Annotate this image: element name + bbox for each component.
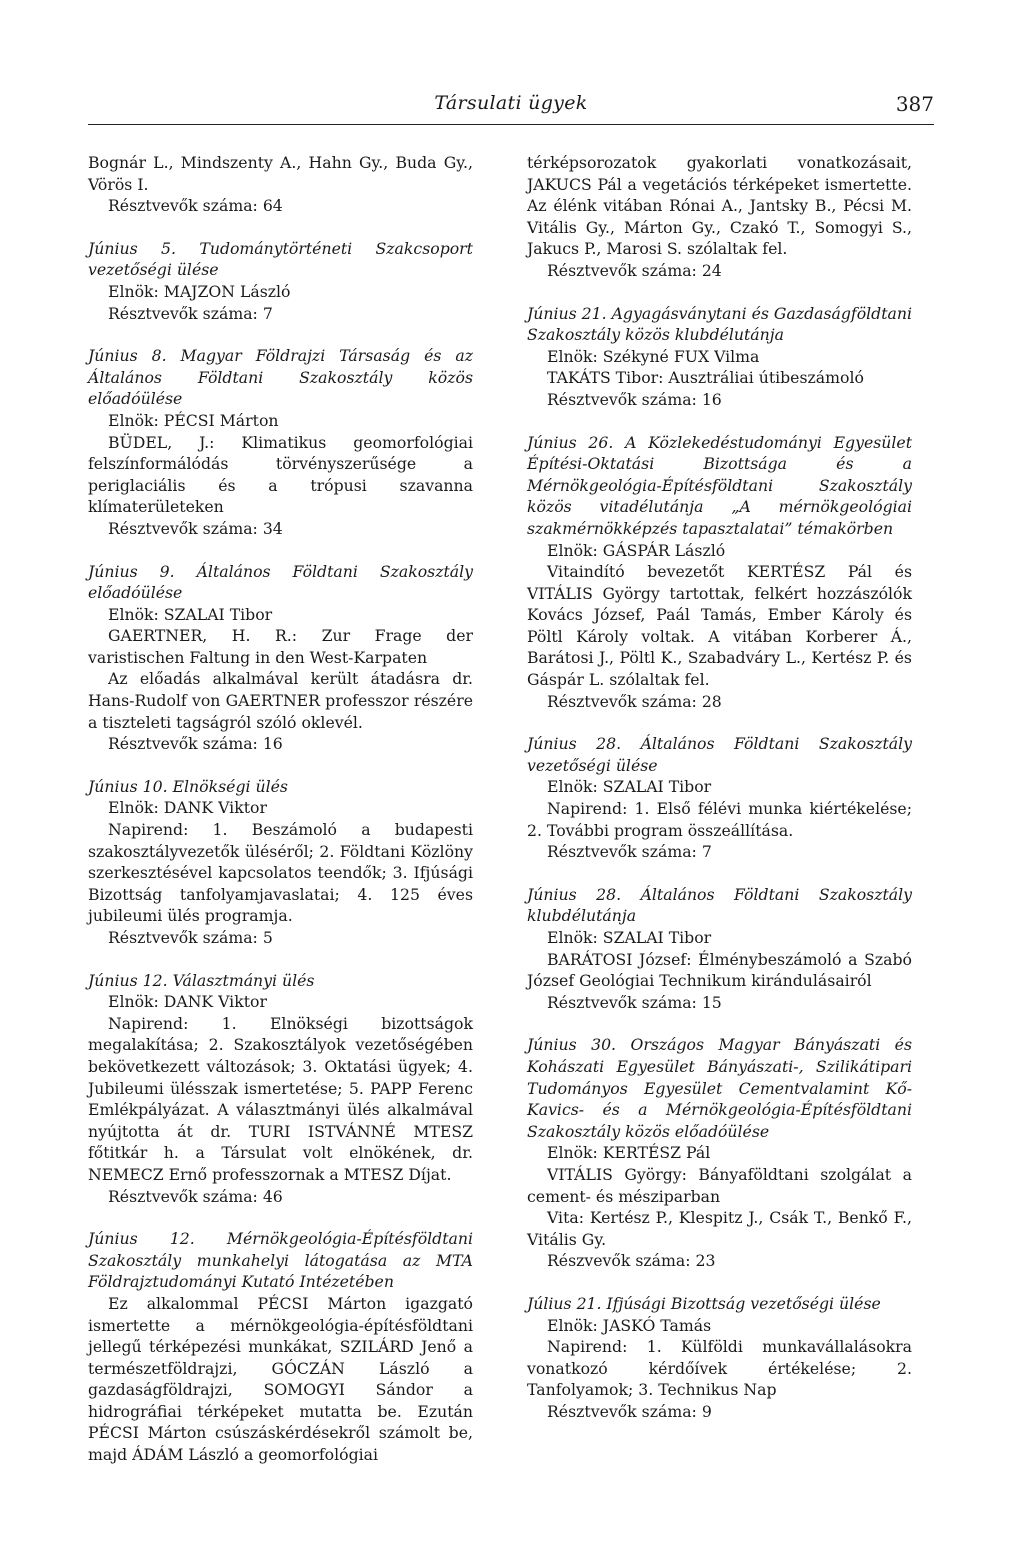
entry-line: Résztvevők száma: 16	[547, 389, 722, 409]
entry-line: Résztvevők száma: 7	[108, 303, 273, 323]
meeting-entry	[88, 345, 473, 539]
entry-line: Részvevők száma: 23	[547, 1251, 716, 1271]
entry-line: TAKÁTS Tibor: Ausztráliai útibeszámoló	[547, 368, 864, 388]
entry-line: Résztvevők száma: 9	[547, 1401, 712, 1421]
page-number: 387	[895, 92, 934, 116]
entry-line: Elnök: PÉCSI Márton	[108, 410, 279, 430]
entry-heading: Június 9. Általános Földtani Szakosztály előadóülése	[88, 561, 473, 603]
entry-line: Elnök: SZALAI Tibor	[108, 604, 273, 624]
entry-line: Elnök: KERTÉSZ Pál	[547, 1143, 711, 1163]
entry-line: Résztvevők száma: 5	[108, 928, 273, 947]
right-column	[527, 152, 912, 1443]
entry-heading: Június 26. A Közlekedéstudományi Egyesület Építési-Oktatási Bizottsága és a Mérnökgeológia-Építésföldtani Szakosztály közös vitadélutánja „A mérnökgeológiai szakmérnökképzés tapasztalatai” témakörben	[527, 432, 912, 538]
meeting-entry	[527, 152, 912, 282]
entry-heading: Június 28. Általános Földtani Szakosztály vezetőségi ülése	[527, 734, 912, 775]
meeting-entry	[527, 1293, 912, 1423]
entry-continuation: térképsorozatok gyakorlati vonatkozásait, JAKUCS Pál a vegetációs térképeket ismertette. Az élénk vitában Rónai A., Jantsky B., Pécsi M. Vitális Gy., Márton Gy., Czakó T., Somogyi S., Jakucs P., Marosi S. szólaltak fel.	[527, 153, 912, 259]
entry-line: Napirend: 1. Első félévi munka kiértékelése; 2. További program összeállítása.	[527, 799, 912, 840]
entry-line: Résztvevők száma: 24	[547, 260, 722, 280]
entry-line: Az előadás alkalmával került átadásra dr. Hans-Rudolf von GAERTNER professzor részére a tiszteleti tagságról szóló oklevél.	[88, 669, 473, 732]
meeting-entry	[88, 561, 473, 755]
meeting-entry	[527, 303, 912, 411]
entry-line: Ez alkalommal PÉCSI Márton igazgató ismertette a mérnökgeológia-építésföldtani jellegű térképezési munkákat, SZILÁRD Jenő a természetföldrajzi, GÓCZÁN László a gazdaságföldrajzi, SOMOGYI Sándor a hidrográfiai térképeket mutatta be. Ezután PÉCSI Márton csúszáskérdésekről számolt be, majd ÁDÁM László a geomorfológiai	[88, 1293, 473, 1465]
entry-heading: Június 8. Magyar Földrajzi Társaság és az Általános Földtani Szakosztály közös előadóülése	[88, 346, 473, 409]
meeting-entry	[527, 1034, 912, 1272]
meeting-entry	[527, 432, 912, 713]
meeting-entry	[88, 152, 473, 217]
entry-line: Résztvevők száma: 46	[108, 1186, 283, 1206]
entry-line: Vitaindító bevezetőt KERTÉSZ Pál és VITÁLIS György tartottak, felkért hozzászólók Kovács József, Paál Tamás, Ember Károly és Pöltl Károly voltak. A vitában Korberer Á., Barátosi J., Pöltl K., Szabadváry L., Kertész P. és Gáspár L. szólaltak fel.	[527, 562, 912, 690]
entry-line: VITÁLIS György: Bányaföldtani szolgálat a cement- és mésziparban	[527, 1164, 912, 1206]
entry-line: Bognár L., Mindszenty A., Hahn Gy., Buda Gy., Vörös I.	[88, 153, 473, 194]
entry-heading: Június 10. Elnökségi ülés	[88, 776, 288, 796]
entry-heading: Június 5. Tudománytörténeti Szakcsoport vezetőségi ülése	[88, 238, 473, 280]
entry-line: Résztvevők száma: 64	[108, 196, 283, 216]
meeting-entry	[527, 884, 912, 1014]
entry-line: GAERTNER, H. R.: Zur Frage der varistischen Faltung in den West-Karpaten	[88, 626, 473, 667]
entry-line: Napirend: 1. Elnökségi bizottságok megalakítása; 2. Szakosztályok vezetőségében bekövetkezett változások; 3. Oktatási ügyek; 4. Jubileumi ülésszak ismertetése; 5. PAPP Ferenc Emlékpályázat. A választmányi ülés alkalmával nyújtotta át dr. TURI ISTVÁNNÉ MTESZ főtitkár h. a Társulat volt elnökének, dr. NEMECZ Ernő professzornak a MTESZ Díjat.	[88, 1013, 473, 1184]
entry-line: Elnök: SZALAI Tibor	[547, 928, 712, 947]
meeting-entry	[88, 1228, 473, 1466]
entry-line: Elnök: DANK Viktor	[108, 992, 267, 1012]
entry-heading: Június 12. Mérnökgeológia-Építésföldtani Szakosztály munkahelyi látogatása az MTA Földrajztudományi Kutató Intézetében	[88, 1229, 473, 1292]
page-header	[88, 88, 934, 125]
entry-line: Elnök: Székyné FUX Vilma	[547, 346, 760, 366]
entry-heading: Június 28. Általános Földtani Szakosztály klubdélutánja	[527, 884, 912, 926]
entry-heading: Június 21. Agyagásványtani és Gazdaságföldtani Szakosztály közös klubdélutánja	[527, 303, 912, 345]
entry-line: BARÁTOSI József: Élménybeszámoló a Szabó József Geológiai Technikum kirándulásairól	[527, 949, 912, 991]
entry-heading: Június 12. Választmányi ülés	[88, 970, 315, 990]
meeting-entry	[527, 733, 912, 863]
entry-line: BÜDEL, J.: Klimatikus geomorfológiai felszínformálódás törvényszerűsége a periglaciális és a trópusi szavanna klímaterületeken	[88, 432, 473, 517]
running-title: Társulati ügyek	[434, 92, 588, 114]
entry-line: Elnök: JASKÓ Tamás	[547, 1315, 712, 1335]
entry-line: Résztvevők száma: 16	[108, 734, 283, 754]
entry-line: Résztvevők száma: 28	[547, 691, 722, 711]
entry-heading: Július 21. Ifjúsági Bizottság vezetőségi ülése	[527, 1293, 881, 1313]
entry-line: Vita: Kertész P., Klespitz J., Csák T., Benkő F., Vitális Gy.	[527, 1208, 912, 1249]
entry-heading: Június 30. Országos Magyar Bányászati és Kohászati Egyesület Bányászati-, Szilikátipari Tudományos Egyesület Cementvalamint Kő-Kavics- és a Mérnökgeológia-Építésföldtani Szakosztály közös előadóülése	[527, 1035, 912, 1141]
meeting-entry	[88, 970, 473, 1208]
entry-line: Résztvevők száma: 34	[108, 518, 283, 538]
entry-line: Elnök: SZALAI Tibor	[547, 777, 712, 797]
left-column	[88, 152, 473, 1487]
entry-line: Napirend: 1. Külföldi munkavállalásokra vonatkozó kérdőívek értékelése; 2. Tanfolyamok; 3. Technikus Nap	[527, 1337, 912, 1400]
entry-line: Elnök: DANK Viktor	[108, 798, 267, 818]
meeting-entry	[88, 776, 473, 949]
entry-line: Elnök: GÁSPÁR László	[547, 540, 726, 560]
entry-line: Napirend: 1. Beszámoló a budapesti szakosztályvezetők üléséről; 2. Földtani Közlöny szerkesztésével kapcsolatos teendők; 3. Ifjúsági Bizottság tanfolyamjavaslatai; 4. 125 éves jubileumi ülés programja.	[88, 820, 473, 926]
entry-line: Résztvevők száma: 7	[547, 842, 712, 862]
entry-line: Résztvevők száma: 15	[547, 992, 722, 1012]
meeting-entry	[88, 238, 473, 324]
entry-line: Elnök: MAJZON László	[108, 281, 291, 301]
